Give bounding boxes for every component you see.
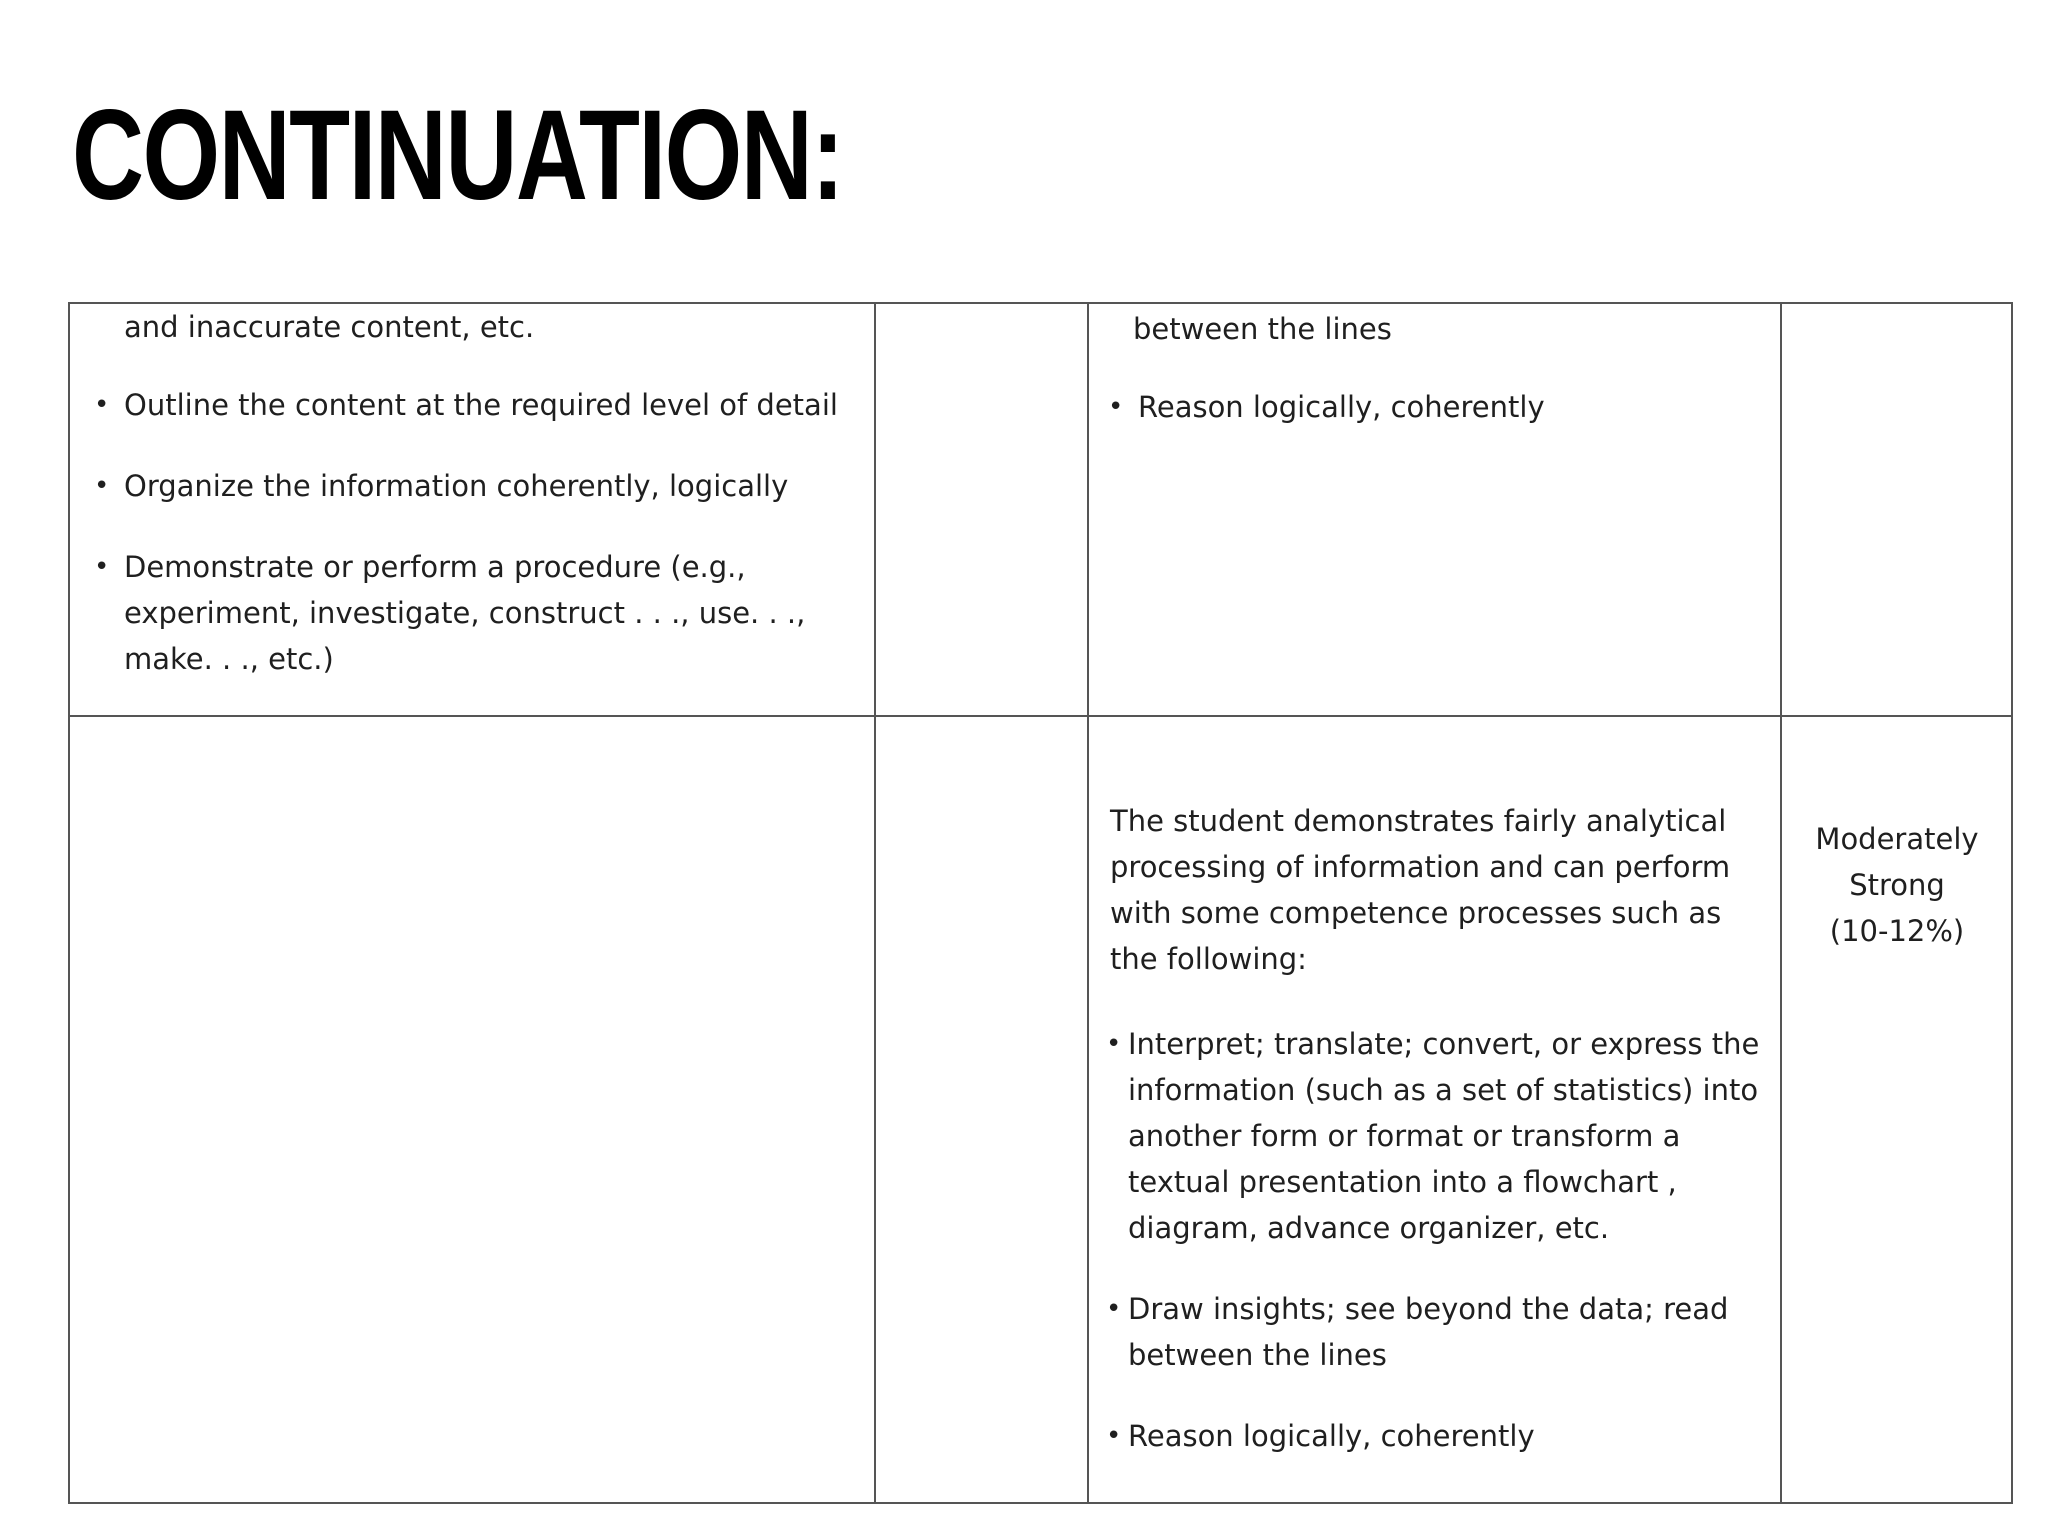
slide-title: CONTINUATION: bbox=[72, 84, 843, 227]
bullet-icon: • bbox=[1106, 1294, 1122, 1324]
list-item-text: Organize the information coherently, logically bbox=[124, 469, 789, 503]
bullet-icon: • bbox=[94, 390, 110, 420]
bullet-icon: • bbox=[1108, 392, 1124, 422]
list-item bbox=[94, 463, 864, 509]
rating-label bbox=[1784, 816, 2010, 954]
list-item bbox=[94, 544, 824, 682]
row2-col3-intro: The student demonstrates fairly analytical processing of information and can perform with some competence processes such as the following: bbox=[1110, 804, 1731, 976]
row1-col1-lead-text: and inaccurate content, etc. bbox=[124, 310, 535, 344]
list-item-text: Interpret; translate; convert, or express the information (such as a set of statistics) into another form or format or transform a textual presentation into a flowchart , diagram, advance organizer, etc. bbox=[1128, 1027, 1760, 1245]
rating-line-1: Moderately bbox=[1815, 822, 1979, 856]
bullet-icon: • bbox=[1106, 1029, 1122, 1059]
column-divider-3 bbox=[1780, 302, 1782, 1504]
row1-col3-lead-text: between the lines bbox=[1133, 312, 1392, 346]
list-item-text: Demonstrate or perform a procedure (e.g., experiment, investigate, construct . . ., use. . ., make. . ., etc.) bbox=[124, 550, 806, 676]
bullet-icon: • bbox=[94, 552, 110, 582]
list-item-text: Reason logically, coherently bbox=[1138, 390, 1545, 424]
list-item bbox=[94, 382, 864, 428]
list-item bbox=[1106, 1286, 1768, 1378]
row1-col3-bullet-list bbox=[1108, 384, 1758, 465]
bullet-icon: • bbox=[94, 471, 110, 501]
row2-col3-bullet-list bbox=[1106, 1021, 1768, 1494]
list-item bbox=[1108, 384, 1758, 430]
list-item bbox=[1106, 1021, 1768, 1251]
rating-line-2: Strong bbox=[1849, 868, 1945, 902]
bullet-icon: • bbox=[1106, 1421, 1122, 1451]
list-item-text: Draw insights; see beyond the data; read between the lines bbox=[1128, 1292, 1729, 1372]
column-divider-1 bbox=[874, 302, 876, 1504]
list-item-text: Reason logically, coherently bbox=[1128, 1419, 1535, 1453]
row1-col1-bullet-list bbox=[94, 382, 864, 717]
list-item-text: Outline the content at the required level of detail bbox=[124, 388, 838, 422]
list-item bbox=[1106, 1413, 1768, 1459]
column-divider-2 bbox=[1087, 302, 1089, 1504]
rating-line-3: (10-12%) bbox=[1829, 914, 1965, 948]
